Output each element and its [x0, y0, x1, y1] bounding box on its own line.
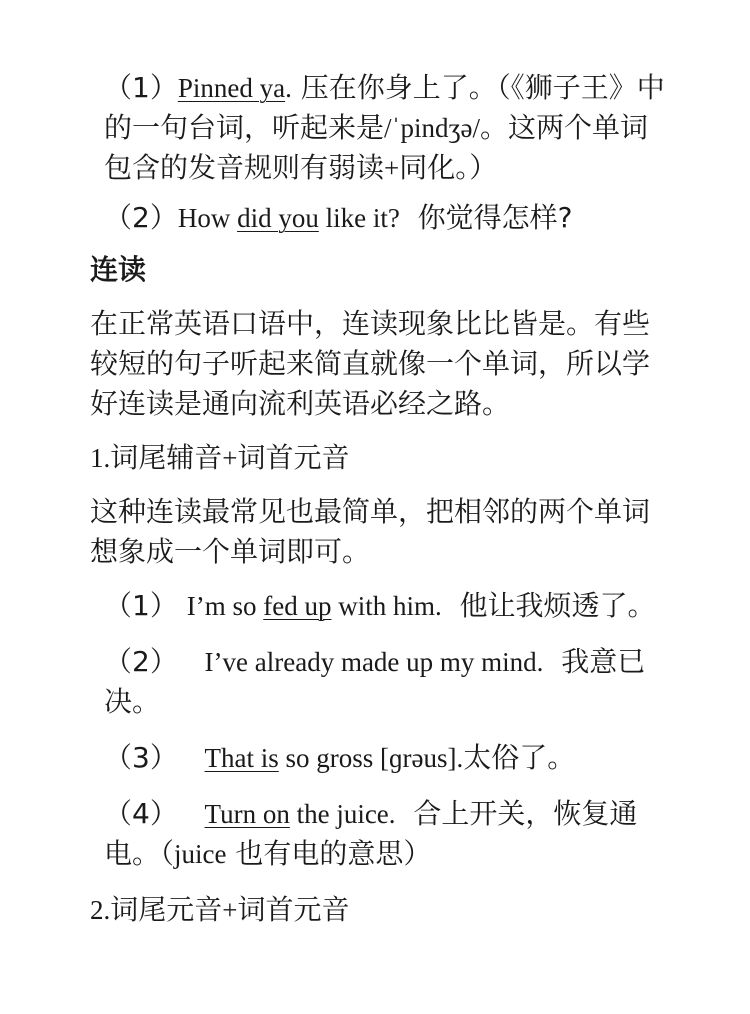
chinese-text: 压在你身上了。（《狮子王》中的一句台词，听起来是: [104, 71, 665, 144]
document-page: [90, 68, 670, 930]
example-pinned-ya: [90, 68, 670, 188]
english-text: I’m so: [186, 591, 264, 621]
example-how-did-you: [90, 198, 670, 238]
underlined-phrase: That is: [204, 743, 279, 773]
example-number: （2）: [104, 201, 178, 234]
phonetic: /ˈpindʒə/: [384, 113, 480, 143]
underlined-phrase: Turn on: [204, 799, 290, 829]
english-text: the juice.: [289, 799, 396, 829]
example-number: （4）: [104, 797, 178, 830]
chinese-text: 太俗了。: [463, 741, 576, 774]
underlined-phrase: Pinned ya: [177, 73, 286, 103]
example-number: （2）: [104, 645, 178, 678]
english-text: like it?: [318, 203, 400, 233]
example-number: （1）: [104, 589, 178, 622]
section-1-title: [90, 438, 670, 478]
english-text: How: [177, 203, 238, 233]
underlined-phrase: did you: [237, 203, 319, 233]
section-title-part: 词首元音: [237, 441, 350, 474]
section-2-title: [90, 890, 670, 930]
underlined-phrase: fed up: [263, 591, 332, 621]
section-number: 1.: [90, 443, 111, 473]
chinese-text: 同化。）: [399, 151, 498, 184]
english-text: with him.: [331, 591, 442, 621]
section-title-part: 词尾辅音: [110, 441, 223, 474]
section-title-part: 词首元音: [237, 893, 350, 926]
plus-sign: +: [222, 443, 238, 473]
section-title-part: 词尾元音: [110, 893, 223, 926]
plus-sign: +: [384, 153, 400, 183]
example-turn-on-the-juice: [90, 794, 670, 874]
example-number: （1）: [104, 71, 178, 104]
english-text: so gross [ɡrəus].: [278, 743, 464, 773]
chinese-text: 他让我烦透了。: [459, 589, 656, 622]
example-fed-up: [90, 586, 670, 626]
plus-sign: +: [222, 895, 238, 925]
example-made-up-my-mind: [90, 642, 670, 722]
example-that-is-so-gross: [90, 738, 670, 778]
chinese-text: 你觉得怎样?: [417, 201, 573, 234]
english-text: .: [285, 73, 292, 103]
chinese-text: 。这两个单词包含的发音规则有弱读: [104, 111, 648, 184]
section-1-description: 这种连读最常见也最简单，把相邻的两个单词想象成一个单词即可。: [90, 495, 651, 568]
chinese-text: 我意已决。: [104, 645, 646, 718]
english-text: juice: [174, 839, 227, 869]
example-number: （3）: [104, 741, 178, 774]
chinese-text: 也有电的意思）: [235, 837, 432, 870]
english-text: I’ve already made up my mind.: [204, 647, 544, 677]
intro-paragraph: 在正常英语口语中，连读现象比比皆是。有些较短的句子听起来简直就像一个单词，所以学好连读是通向流利英语必经之路。: [90, 307, 651, 420]
chinese-text: 合上开关，恢复通电。（: [104, 797, 638, 870]
section-number: 2.: [90, 895, 111, 925]
section-heading: 连读: [90, 253, 147, 286]
